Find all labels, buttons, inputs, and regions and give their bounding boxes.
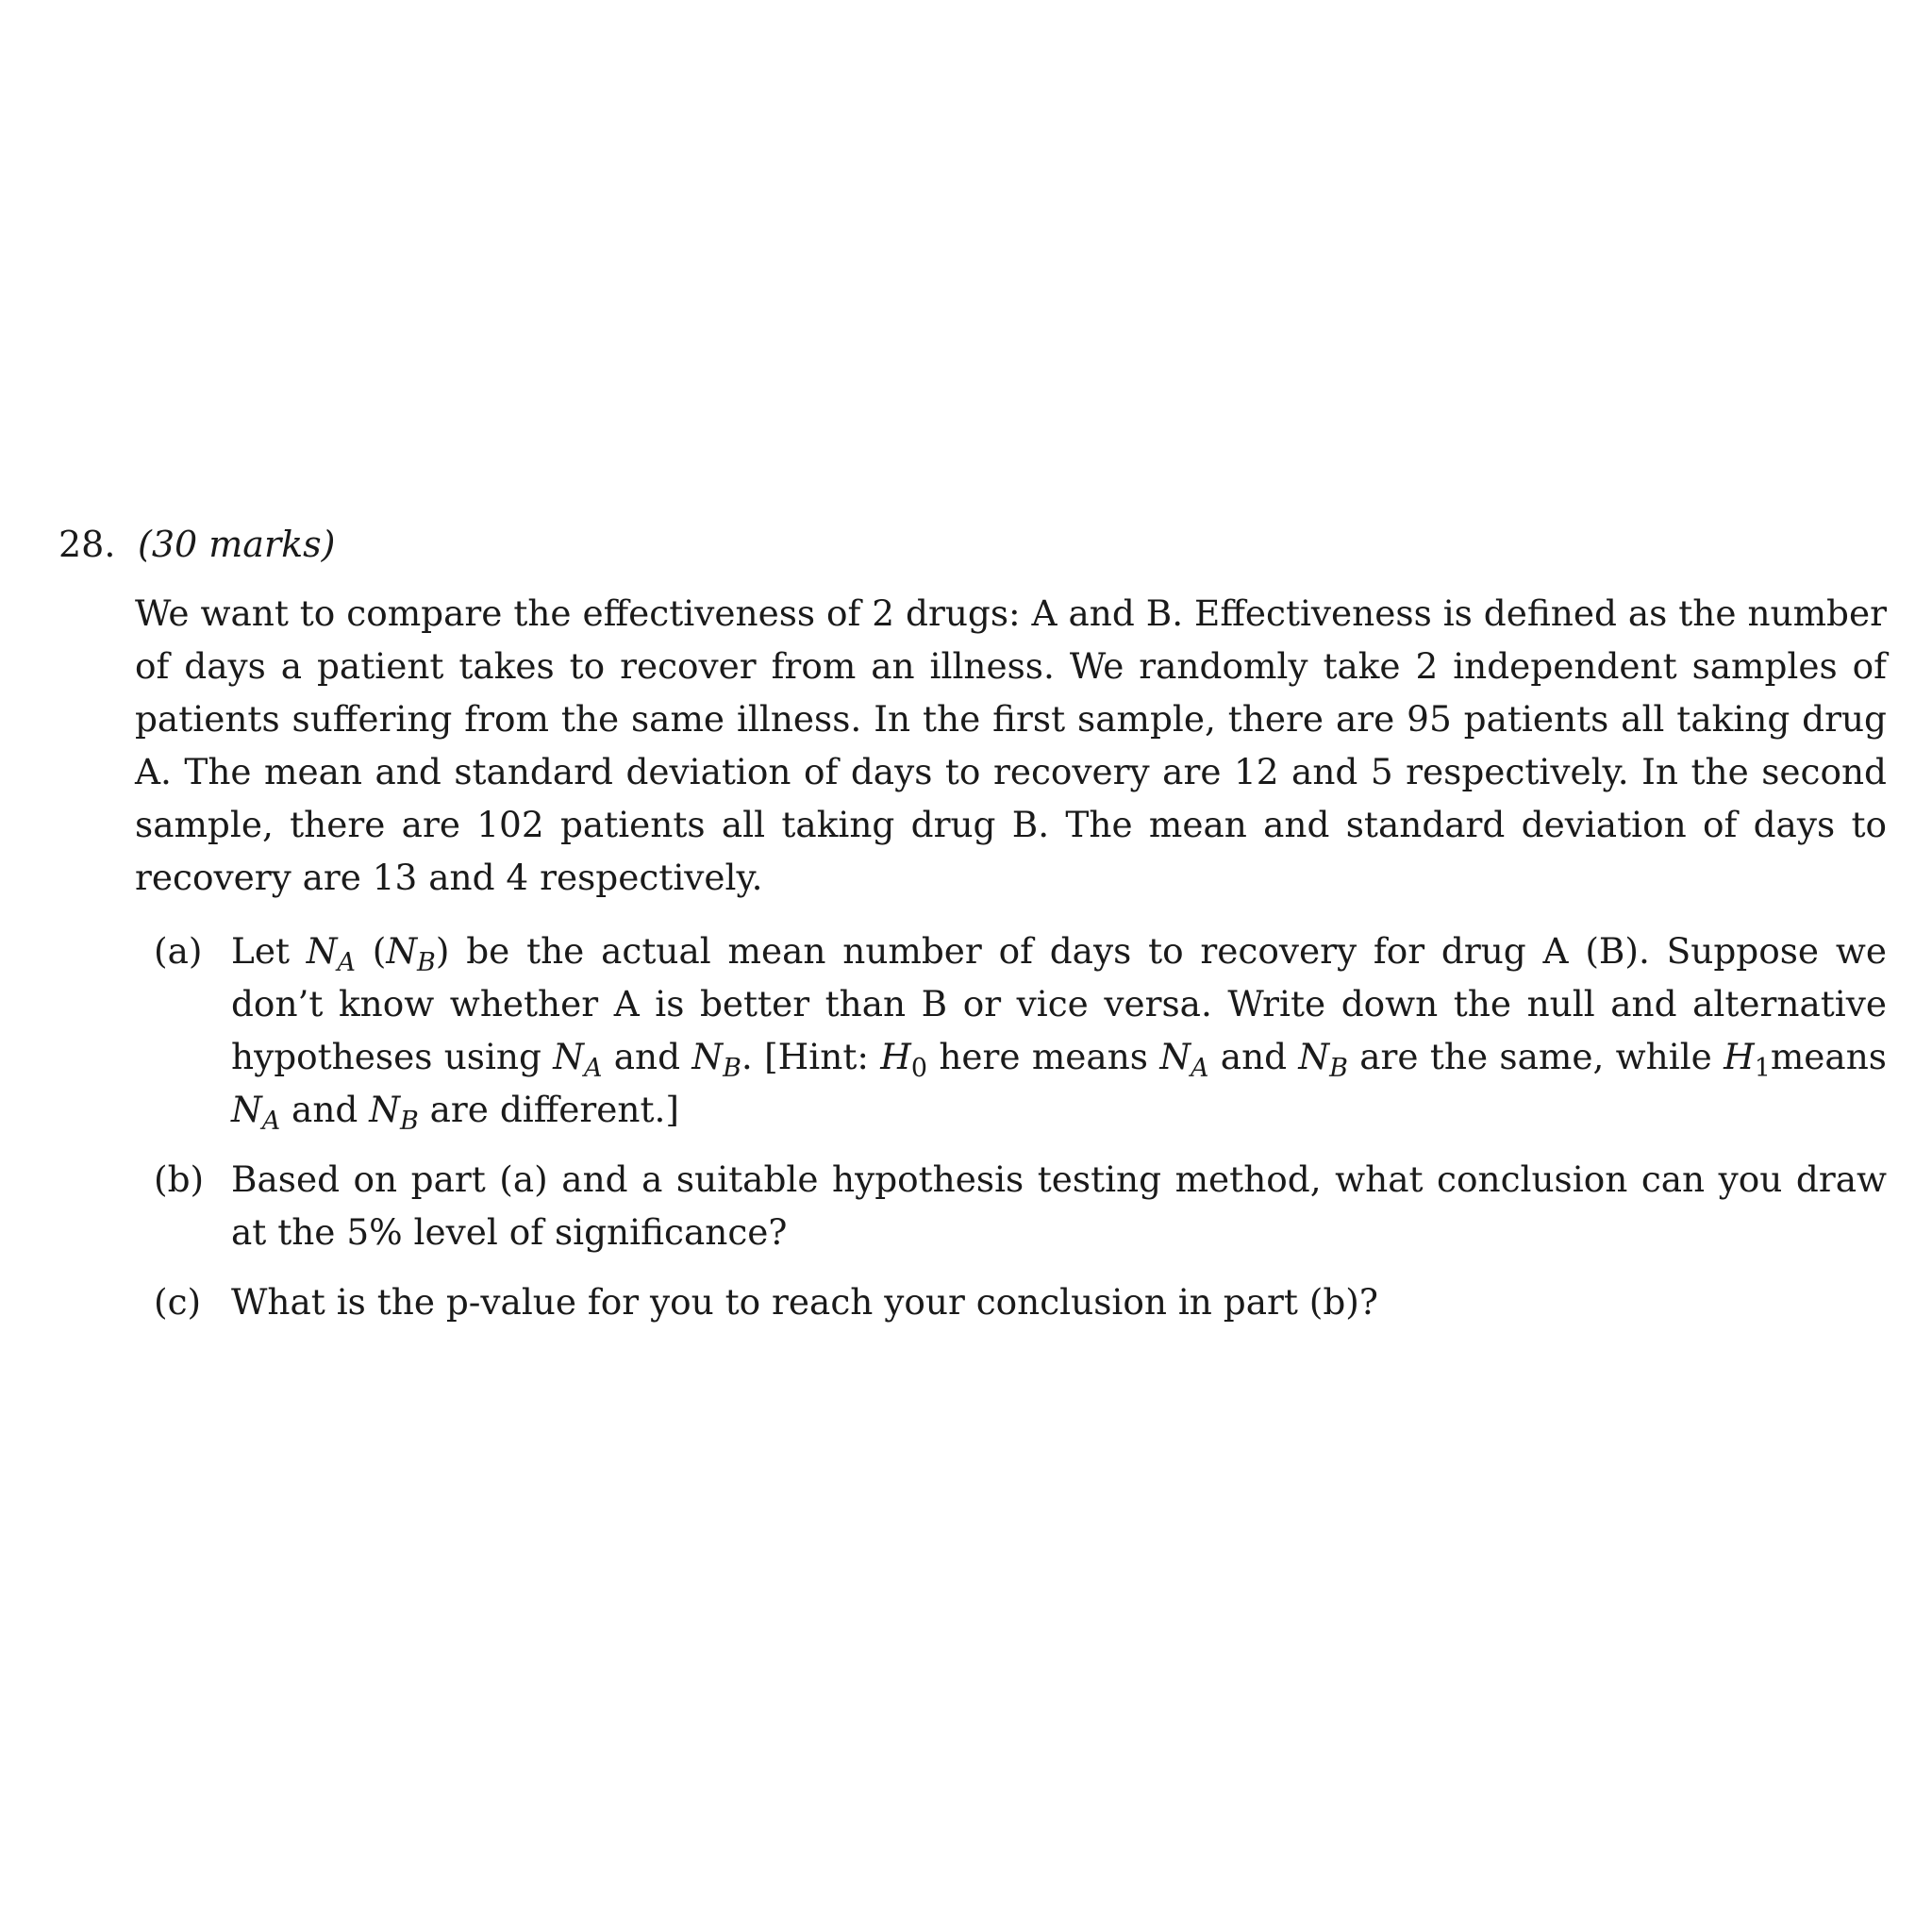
question-number: 28.	[58, 524, 116, 565]
math-sub: B	[723, 1054, 741, 1084]
part-b-label: (b)	[154, 1158, 205, 1200]
math-sub: B	[399, 1107, 419, 1137]
question-marks: (30 marks)	[138, 524, 336, 565]
text-segment: (	[355, 930, 387, 972]
part-c-text: What is the p-value for you to reach your conclusion in part (b)?	[231, 1281, 1378, 1323]
math-var: N	[306, 930, 338, 972]
text-segment: are the same, while	[1347, 1036, 1724, 1077]
question-body: We want to compare the effectiveness of 2 drugs: A and B. Effectiveness is defined as the number of days a patient takes to recover from an illness. We randomly take 2 independent samples of patients suffering from the same illness. In the first sample, there are 95 patients all taking drug A. The mean and standard deviation of days to recovery are 12 and 5 respectively. In the second sample, there are 102 patients all taking drug B. The mean and standard deviation of days to recovery are 13 and 4 respectively.	[135, 592, 1887, 898]
math-var: H	[880, 1036, 911, 1077]
math-sub: A	[1191, 1054, 1209, 1084]
math-var: N	[1159, 1036, 1191, 1077]
text-segment: Let	[231, 930, 307, 972]
part-b-text: Based on part (a) and a suitable hypothesis testing method, what conclusion can you draw at the 5% level of significance?	[231, 1158, 1887, 1253]
text-segment: here means	[927, 1036, 1160, 1077]
math-sub: A	[337, 948, 356, 978]
part-a-label: (a)	[154, 930, 203, 972]
math-var: H	[1724, 1036, 1755, 1077]
math-sub: 0	[910, 1054, 927, 1084]
part-a	[135, 924, 1887, 1136]
math-var: N	[231, 1089, 262, 1130]
part-c	[135, 1275, 1887, 1328]
text-segment: ) be the actual mean number of days to recovery for drug A (B). Suppose we don’t know whether A is better than B or vice versa. Write down the null and alternative hypotheses using	[231, 930, 1887, 1077]
math-var: N	[369, 1089, 400, 1130]
math-sub: B	[417, 948, 436, 978]
math-var: N	[1298, 1036, 1330, 1077]
part-a-text	[231, 924, 1887, 1136]
text-segment: and	[602, 1036, 692, 1077]
text-segment: and	[1208, 1036, 1299, 1077]
math-sub: B	[1329, 1054, 1348, 1084]
math-var: N	[553, 1036, 584, 1077]
question-28	[58, 517, 1898, 1345]
part-b	[135, 1153, 1887, 1258]
math-var: N	[691, 1036, 724, 1077]
math-sub: A	[261, 1107, 281, 1137]
question-header	[58, 517, 1898, 572]
math-sub: A	[584, 1054, 603, 1084]
text-segment: and	[280, 1089, 370, 1130]
math-sub: 1	[1754, 1054, 1771, 1084]
part-c-label: (c)	[154, 1281, 202, 1323]
text-segment: are different.]	[418, 1089, 679, 1130]
math-var: N	[386, 930, 418, 972]
text-segment: . [Hint:	[741, 1036, 881, 1077]
text-segment: means	[1770, 1036, 1887, 1077]
question-parts	[135, 924, 1887, 1328]
